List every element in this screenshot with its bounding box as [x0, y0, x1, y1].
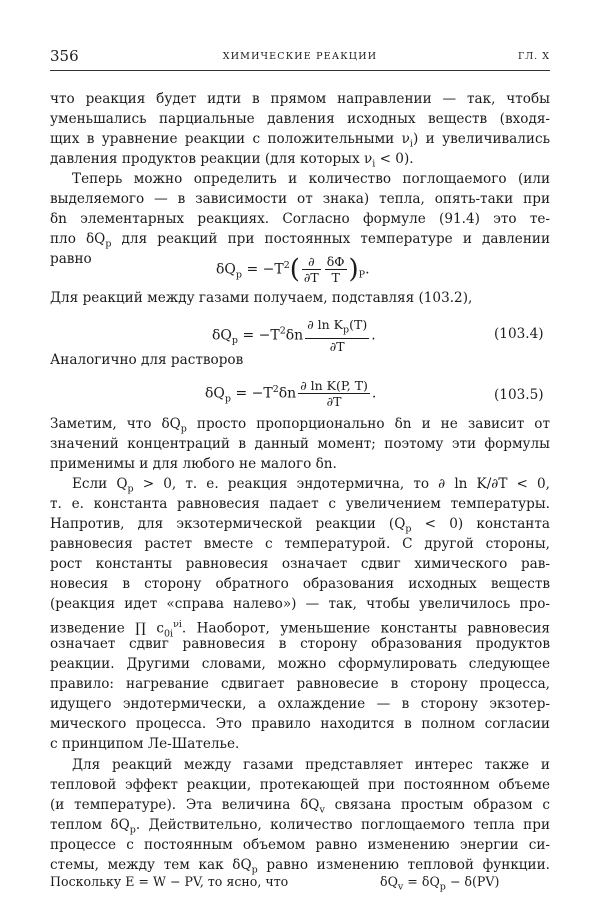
text-line: (реакция идет «справа налево») — так, чтобы увеличилось про- — [50, 596, 550, 612]
chapter-label: ГЛ. X — [517, 51, 550, 62]
text-line: Для реакций между газами получаем, подставляя (103.2), — [50, 290, 473, 306]
text-line: значений концентраций в данный момент; поэтому эти формулы — [50, 436, 550, 452]
text-line: что реакция будет идти в прямом направлении — так, чтобы — [50, 91, 550, 107]
text-line: Поскольку E = W − PV, то ясно, что — [50, 874, 289, 889]
equation-103-4: $\delta Q_p = -T^2\delta n$ $\frac{\partial \ln K_p(T)}{\partial T}$ . — [212, 317, 376, 354]
text-line: т. е. константа равновесия падает с увеличением температуры. — [50, 496, 550, 512]
text-line: Аналогично для растворов — [50, 352, 244, 368]
text-line: новесия в сторону обратного образования исходных веществ — [50, 576, 550, 592]
equation-91-4: $\delta Q_p = -T^2$( $\frac{\partial}{\partial T}$ $\frac{\delta\Phi}{T}$ )$_P$. — [216, 254, 370, 285]
equation-103-5: $\delta Q_p = -T^2\delta n$ $\frac{\text{∂ ln K(P, T)}}{\partial T}$ . — [205, 378, 377, 409]
text-line: δn элементарных реакциях. Согласно формуле (91.4) это те- — [50, 211, 550, 227]
page-header — [50, 47, 550, 67]
text-line: Если $Q_p > 0$, т. е. реакция эндотермична, то ∂ ln K/∂T < 0, — [72, 476, 550, 495]
text-line: применимы и для любого не малого δn. — [50, 456, 337, 472]
text-line: пло $\delta Q_p$ для реакций при постоянных температуре и давлении — [50, 231, 550, 250]
text-line: означает сдвиг равновесия в сторону образования продуктов — [50, 636, 550, 652]
text-line: рост константы равновесия означает сдвиг химического рав- — [50, 556, 550, 572]
text-line: тепловой эффект реакции, протекающей при постоянном объеме — [50, 777, 550, 793]
header-rule — [50, 70, 550, 71]
running-title: ХИМИЧЕСКИЕ РЕАКЦИИ — [222, 51, 378, 62]
text-line: выделяемого — в зависимости от знака) тепла, опять-таки при — [50, 191, 550, 207]
text-line: равно — [50, 251, 92, 267]
page-number: 356 — [50, 47, 79, 65]
text-line: стемы, между тем как $\delta Q_p$ равно изменению тепловой функции. — [50, 857, 550, 876]
text-line: реакции. Другими словами, можно сформулировать следующее — [50, 656, 550, 672]
text-line: правило: нагревание сдвигает равновесие в сторону процесса, — [50, 676, 550, 692]
text-line: щих в уравнение реакции с положительными $\nu_i$) и увеличивались — [50, 131, 550, 150]
text-line: равновесия растет вместе с температурой. С другой стороны, — [50, 536, 550, 552]
text-line: Теперь можно определить и количество поглощаемого (или — [72, 171, 550, 187]
text-line: Для реакций между газами представляет интерес также и — [72, 757, 550, 773]
text-line: уменьшались парциальные давления исходных веществ (входя- — [50, 111, 550, 127]
equation-number: (103.4) — [494, 326, 544, 342]
text-line: давления продуктов реакции (для которых $\nu_i < 0$). — [50, 151, 414, 170]
text-line: идущего эндотермически, а охлаждение — в сторону экзотер- — [50, 696, 550, 712]
text-line: Напротив, для экзотермической реакции $(Q_p < 0)$ константа — [50, 516, 550, 535]
text-line: (и температуре). Эта величина $\delta Q_v$ связана простым образом с — [50, 797, 550, 816]
text-line: с принципом Ле-Шателье. — [50, 736, 240, 752]
text-line: Заметим, что $\delta Q_p$ просто пропорционально δn и не зависит от — [50, 416, 550, 435]
text-line: изведение ∏ $c_{0i}^{\nu i}$. Наоборот, уменьшение константы равновесия — [50, 619, 550, 640]
equation-dqv: $\delta Q_v = \delta Q_p - \delta(PV)$ — [380, 874, 500, 893]
equation-number: (103.5) — [494, 387, 544, 403]
text-line: теплом $\delta Q_p$. Действительно, количество поглощаемого тепла при — [50, 817, 551, 836]
text-line: процессе с постоянным объемом равно изменению энергии си- — [50, 837, 550, 853]
text-line: мического процесса. Это правило находится в полном согласии — [50, 716, 550, 732]
